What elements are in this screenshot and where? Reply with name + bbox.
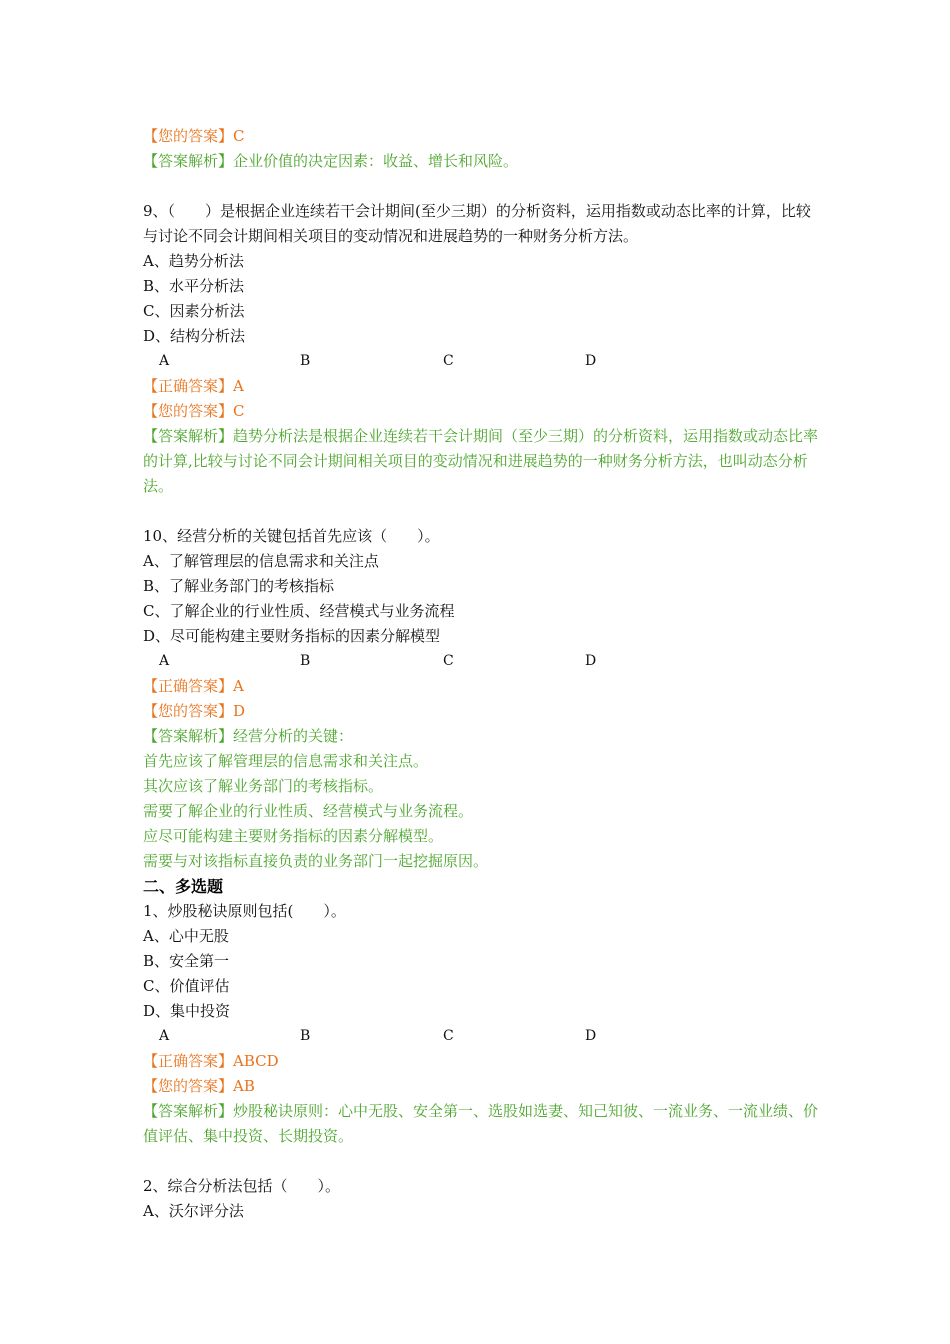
- q9-correct-answer: [143, 374, 823, 399]
- choice-a[interactable]: A: [159, 1028, 170, 1044]
- explanation-label: 【答案解析】: [143, 427, 234, 445]
- explanation-text: 趋势分析法是根据企业连续若干会计期间（至少三期）的分析资料，运用指数或动态比率的计算,比较与讨论不同会计期间相关项目的变动情况和进展趋势的一种财务分析方法，也叫动态分析法。: [143, 427, 819, 495]
- choice-c[interactable]: C: [443, 1028, 454, 1044]
- m1-option-c: C、价值评估: [143, 977, 230, 995]
- correct-answer-label: 【正确答案】: [143, 377, 234, 395]
- correct-answer-label: 【正确答案】: [143, 677, 234, 695]
- q9-choice-row: [143, 349, 823, 374]
- correct-answer-value: A: [233, 677, 244, 695]
- choice-d[interactable]: D: [585, 353, 597, 369]
- q10-explanation-line: 需要与对该指标直接负责的业务部门一起挖掘原因。: [143, 852, 489, 870]
- spacer: [143, 1149, 823, 1174]
- q10-your-answer: [143, 699, 823, 724]
- correct-answer-value: A: [233, 377, 244, 395]
- your-answer-value: D: [233, 702, 246, 720]
- choice-b[interactable]: B: [300, 353, 311, 369]
- spacer: [143, 174, 823, 199]
- q10-explanation: [143, 724, 823, 749]
- m1-correct-answer: [143, 1049, 823, 1074]
- choice-d[interactable]: D: [585, 1028, 597, 1044]
- q10-option-d: D、尽可能构建主要财务指标的因素分解模型: [143, 627, 441, 645]
- section-title-multiple-choice: 二、多选题: [143, 877, 224, 896]
- choice-c[interactable]: C: [443, 653, 454, 669]
- explanation-label: 【答案解析】: [143, 727, 234, 745]
- q9-option-b: B、水平分析法: [143, 277, 245, 295]
- explanation-label: 【答案解析】: [143, 1102, 234, 1120]
- correct-answer-label: 【正确答案】: [143, 1052, 234, 1070]
- choice-b[interactable]: B: [300, 653, 311, 669]
- m1-your-answer: [143, 1074, 823, 1099]
- choice-a[interactable]: A: [159, 653, 170, 669]
- correct-answer-value: ABCD: [233, 1052, 279, 1070]
- choice-d[interactable]: D: [585, 653, 597, 669]
- m1-stem: 1、炒股秘诀原则包括( ）。: [143, 902, 346, 920]
- your-answer-value: C: [233, 402, 245, 420]
- your-answer-value: C: [233, 127, 245, 145]
- your-answer-value: AB: [233, 1077, 255, 1095]
- document-page: [143, 124, 823, 1224]
- q9-explanation: [143, 424, 823, 499]
- m1-option-a: A、心中无股: [143, 927, 229, 945]
- q8-explanation: [143, 149, 823, 174]
- q10-option-a: A、了解管理层的信息需求和关注点: [143, 552, 379, 570]
- choice-a[interactable]: A: [159, 353, 170, 369]
- q10-choice-row: [143, 649, 823, 674]
- m1-option-d: D、集中投资: [143, 1002, 231, 1020]
- q10-option-b: B、了解业务部门的考核指标: [143, 577, 335, 595]
- your-answer-label: 【您的答案】: [143, 127, 234, 145]
- q10-correct-answer: [143, 674, 823, 699]
- explanation-text: 经营分析的关键：: [233, 727, 354, 745]
- q9-option-a: A、趋势分析法: [143, 252, 244, 270]
- q10-explanation-line: 其次应该了解业务部门的考核指标。: [143, 777, 384, 795]
- q8-your-answer: [143, 124, 823, 149]
- explanation-label: 【答案解析】: [143, 152, 234, 170]
- m1-choice-row: [143, 1024, 823, 1049]
- q10-explanation-line: 应尽可能构建主要财务指标的因素分解模型。: [143, 827, 444, 845]
- m2-stem: 2、综合分析法包括（ ）。: [143, 1177, 341, 1195]
- m1-option-b: B、安全第一: [143, 952, 230, 970]
- q9-stem: 9、（ ）是根据企业连续若干会计期间(至少三期）的分析资料，运用指数或动态比率的计算，比较与讨论不同会计期间相关项目的变动情况和进展趋势的一种财务分析方法。: [143, 202, 811, 245]
- q9-your-answer: [143, 399, 823, 424]
- q10-explanation-line: 需要了解企业的行业性质、经营模式与业务流程。: [143, 802, 474, 820]
- q10-option-c: C、了解企业的行业性质、经营模式与业务流程: [143, 602, 455, 620]
- explanation-text: 企业价值的决定因素：收益、增长和风险。: [233, 152, 519, 170]
- m2-option-a: A、沃尔评分法: [143, 1202, 244, 1220]
- q9-option-d: D、结构分析法: [143, 327, 246, 345]
- your-answer-label: 【您的答案】: [143, 702, 234, 720]
- q10-explanation-line: 首先应该了解管理层的信息需求和关注点。: [143, 752, 429, 770]
- your-answer-label: 【您的答案】: [143, 1077, 234, 1095]
- your-answer-label: 【您的答案】: [143, 402, 234, 420]
- spacer: [143, 499, 823, 524]
- q10-stem: 10、经营分析的关键包括首先应该（ ）。: [143, 527, 440, 545]
- m1-explanation: [143, 1099, 823, 1149]
- q9-option-c: C、因素分析法: [143, 302, 245, 320]
- choice-b[interactable]: B: [300, 1028, 311, 1044]
- explanation-text: 炒股秘诀原则：心中无股、安全第一、选股如选妻、知己知彼、一流业务、一流业绩、价值评估、集中投资、长期投资。: [143, 1102, 819, 1145]
- choice-c[interactable]: C: [443, 353, 454, 369]
